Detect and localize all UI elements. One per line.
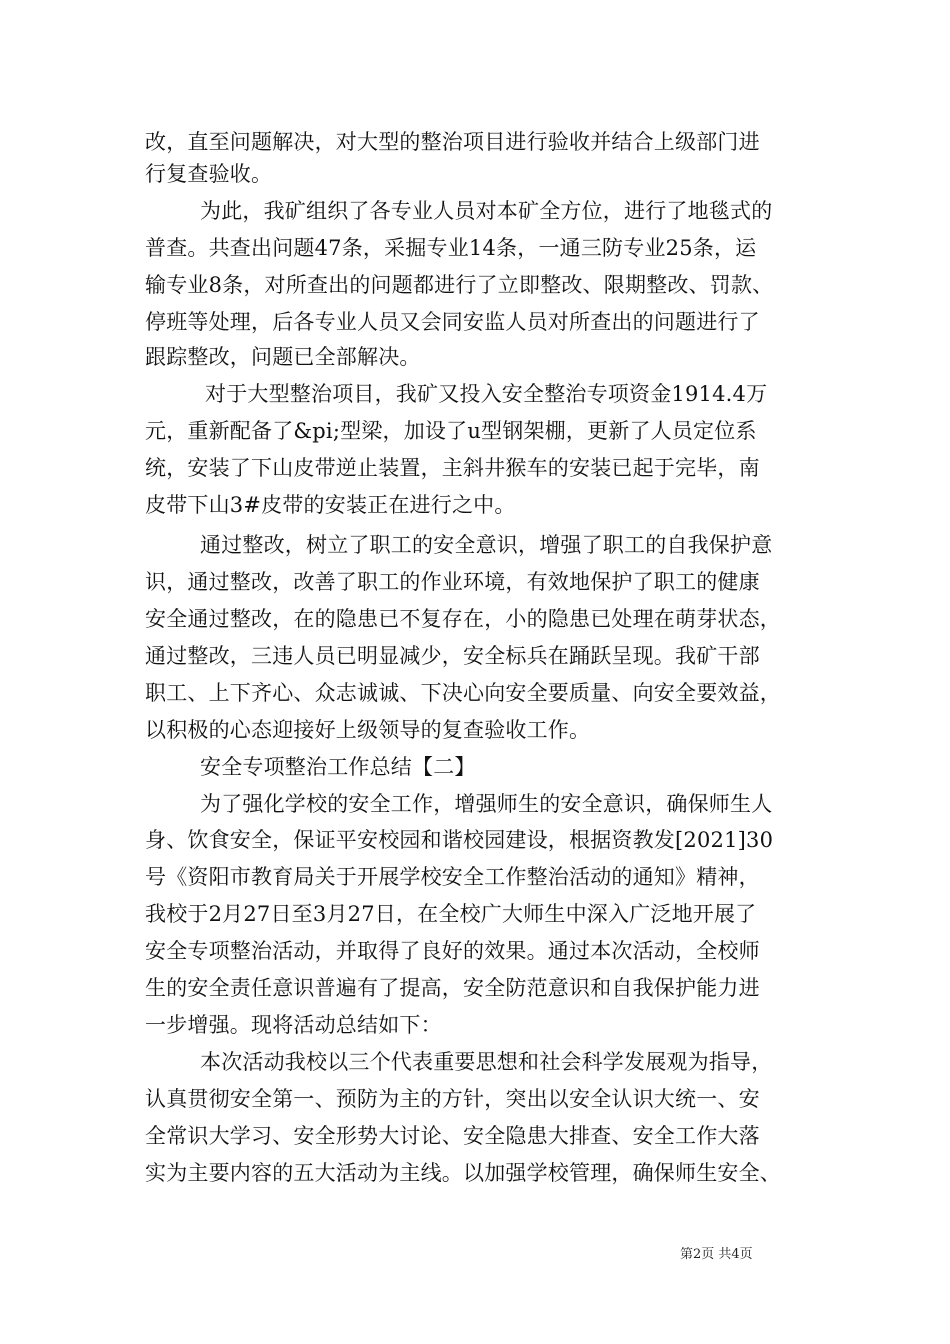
text-line: 一步增强。现将活动总结如下： (145, 1013, 442, 1037)
text-line: 统，安装了下山皮带逆止装置，主斜井猴车的安装已起于完毕，南 (145, 456, 760, 480)
text-line: 通过整改，树立了职工的安全意识，增强了职工的自我保护意 (200, 533, 773, 557)
text-line: 跟踪整改，问题已全部解决。 (145, 345, 421, 369)
text-line: 全常识大学习、安全形势大讨论、安全隐患大排查、安全工作大落 (145, 1124, 760, 1148)
text-line: 通过整改，三违人员已明显减少，安全标兵在踊跃呈现。我矿干部 (145, 644, 760, 668)
text-line: 以积极的心态迎接好上级领导的复查验收工作。 (145, 718, 591, 742)
text-line: 实为主要内容的五大活动为主线。以加强学校管理，确保师生安全、 (145, 1161, 781, 1185)
text-line: 输专业8条，对所查出的问题都进行了立即整改、限期整改、罚款、 (145, 273, 774, 297)
section-heading: 安全专项整治工作总结【二】 (200, 755, 476, 779)
text-line: 本次活动我校以三个代表重要思想和社会科学发展观为指导， (200, 1050, 773, 1074)
text-line: 普查。共查出问题47条，采掘专业14条，一通三防专业25条，运 (145, 236, 757, 260)
text-line: 识，通过整改，改善了职工的作业环境，有效地保护了职工的健康 (145, 570, 760, 594)
text-line: 身、饮食安全，保证平安校园和谐校园建设，根据资教发[2021]30 (145, 828, 774, 852)
text-line: 认真贯彻安全第一、预防为主的方针，突出以安全认识大统一、安 (145, 1087, 760, 1111)
text-line: 改，直至问题解决，对大型的整治项目进行验收并结合上级部门进 (145, 130, 760, 154)
page-number: 第2页 共4页 (680, 1247, 753, 1262)
text-line: 元，重新配备了&pi;型梁，加设了u型钢架棚，更新了人员定位系 (145, 419, 757, 443)
text-line: 职工、上下齐心、众志诚诚、下决心向安全要质量、向安全要效益， (145, 681, 781, 705)
text-line: 安全通过整改，在的隐患已不复存在，小的隐患已处理在萌芽状态， (145, 607, 781, 631)
text-line: 安全专项整治活动，并取得了良好的效果。通过本次活动，全校师 (145, 939, 760, 963)
text-line: 生的安全责任意识普遍有了提高，安全防范意识和自我保护能力进 (145, 976, 760, 1000)
text-line: 为此，我矿组织了各专业人员对本矿全方位，进行了地毯式的 (200, 199, 773, 223)
text-line: 停班等处理，后各专业人员又会同安监人员对所查出的问题进行了 (145, 310, 760, 334)
text-line: 为了强化学校的安全工作，增强师生的安全意识，确保师生人 (200, 792, 773, 816)
text-line: 皮带下山3#皮带的安装正在进行之中。 (145, 493, 516, 517)
text-line: 行复查验收。 (145, 162, 273, 186)
text-line: 我校于2月27日至3月27日，在全校广大师生中深入广泛地开展了 (145, 902, 757, 926)
text-line: 号《资阳市教育局关于开展学校安全工作整治活动的通知》精神， (145, 865, 760, 889)
text-line: 对于大型整治项目，我矿又投入安全整治专项资金1914.4万 (205, 382, 768, 406)
